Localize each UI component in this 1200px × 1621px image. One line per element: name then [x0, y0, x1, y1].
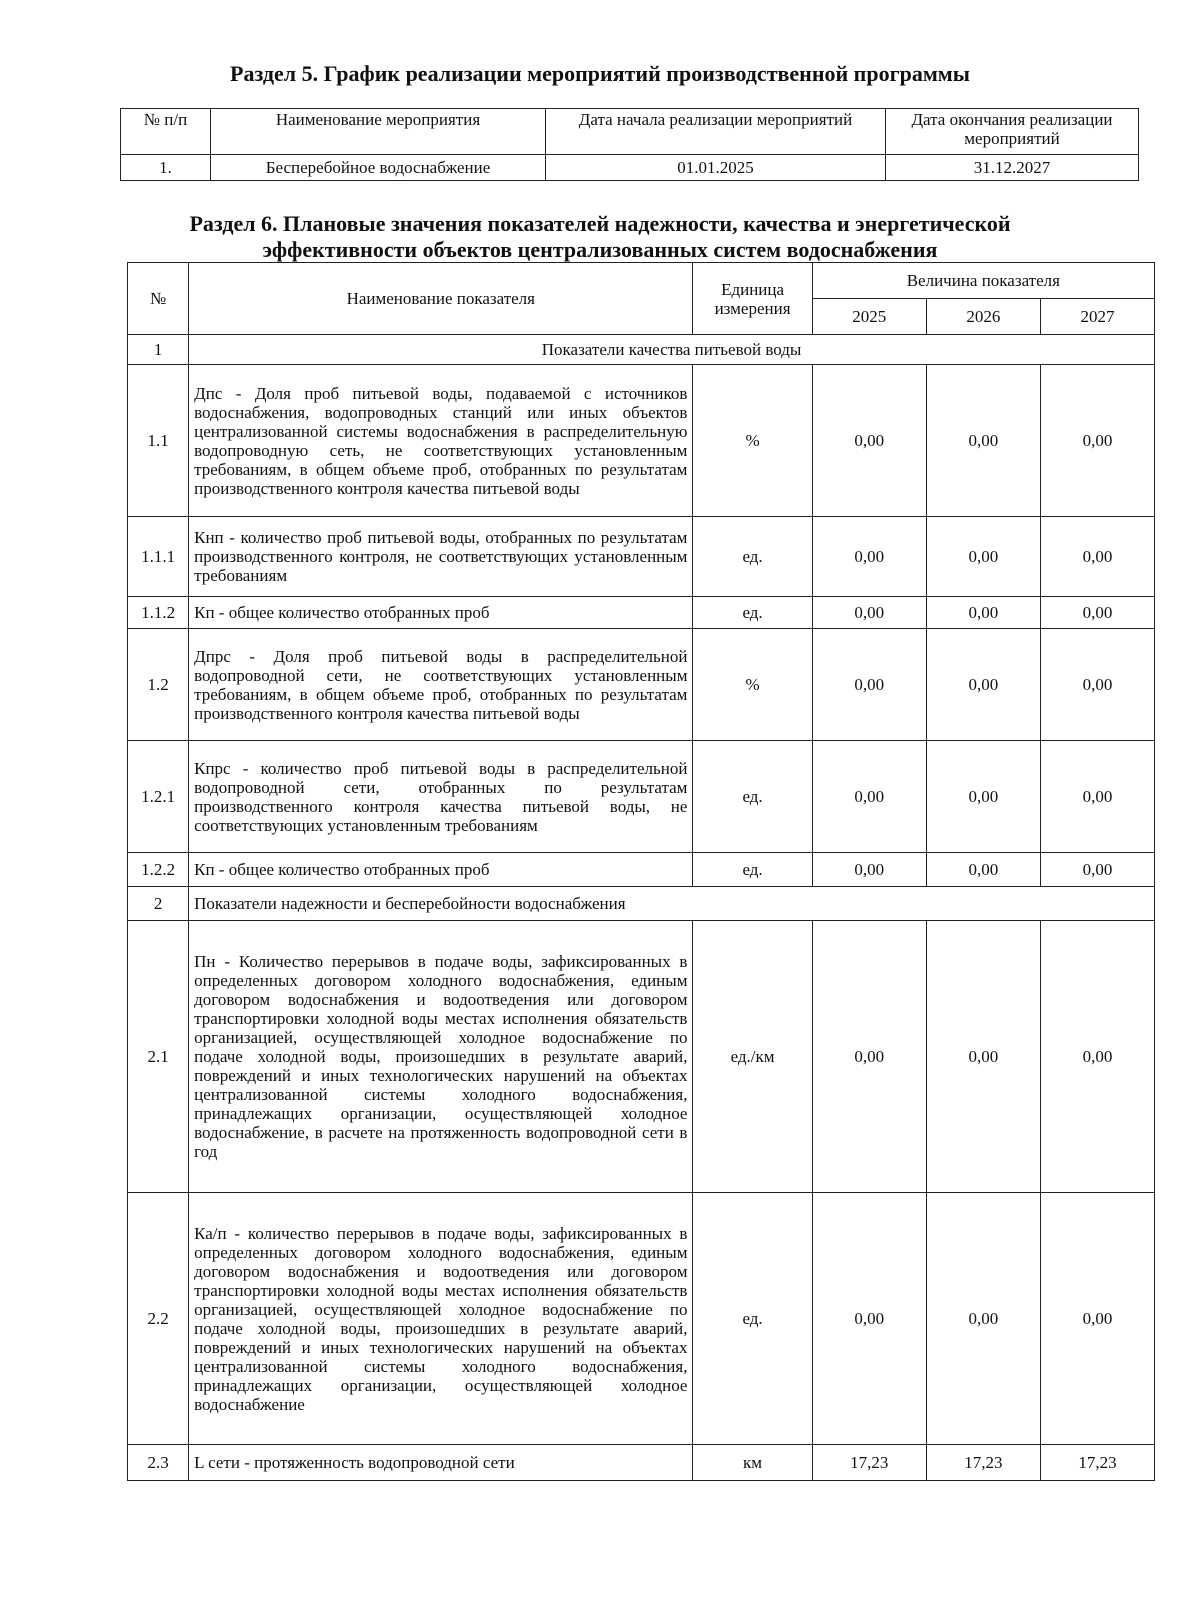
- row-value-2026: 17,23: [926, 1445, 1040, 1481]
- row-unit: ед.: [693, 1193, 812, 1445]
- row-value-2025: 0,00: [812, 1193, 926, 1445]
- schedule-header-num: № п/п: [121, 109, 211, 155]
- row-name: Кп - общее количество отобранных проб: [189, 853, 693, 887]
- table-row: [128, 921, 1155, 1193]
- row-num: 2.2: [128, 1193, 189, 1445]
- group-num: 2: [128, 887, 189, 921]
- row-unit: ед.: [693, 853, 812, 887]
- schedule-header-start: Дата начала реализации мероприятий: [546, 109, 886, 155]
- group-row: [128, 887, 1155, 921]
- row-name: Дпс - Доля проб питьевой воды, подаваемой с источников водоснабжения, водопроводных станций или иных объектов централизованной системы водоснабжения в распределительную водопроводную сеть, не соответствующих установленным требованиям, в общем объеме проб, отобранных по результатам производственного контроля качества питьевой воды: [189, 365, 693, 517]
- row-unit: ед.: [693, 517, 812, 597]
- row-unit: ед.: [693, 741, 812, 853]
- schedule-header-row: [121, 109, 1139, 155]
- table-row: [128, 365, 1155, 517]
- header-name: Наименование показателя: [189, 263, 693, 335]
- row-value-2027: 0,00: [1040, 629, 1154, 741]
- table-row: [128, 629, 1155, 741]
- row-value-2025: 0,00: [812, 629, 926, 741]
- row-num: 1.1.2: [128, 597, 189, 629]
- header-unit: Единица измерения: [693, 263, 812, 335]
- row-value-2025: 0,00: [812, 365, 926, 517]
- row-num: 2.3: [128, 1445, 189, 1481]
- table-row: [128, 1193, 1155, 1445]
- row-num: 1.1: [128, 365, 189, 517]
- header-value: Величина показателя: [812, 263, 1154, 299]
- row-value-2027: 0,00: [1040, 741, 1154, 853]
- row-unit: км: [693, 1445, 812, 1481]
- row-value-2026: 0,00: [926, 921, 1040, 1193]
- row-value-2025: 0,00: [812, 597, 926, 629]
- row-unit: ед./км: [693, 921, 812, 1193]
- table-row: [128, 597, 1155, 629]
- header-year-2027: 2027: [1040, 299, 1154, 335]
- schedule-header-name: Наименование мероприятия: [211, 109, 546, 155]
- header-year-2025: 2025: [812, 299, 926, 335]
- row-name: Ка/п - количество перерывов в подаче воды, зафиксированных в определенных договором холодного водоснабжения, единым договором водоснабжения и водоотведения или договором транспортировки холодной воды местах исполнения обязательств организацией, осуществляющей холодное водоснабжение по подаче холодной воды, произошедших в результате аварий, повреждений и иных технологических нарушений на объектах централизованной системы холодного водоснабжения, принадлежащих организации, осуществляющей холодное водоснабжение: [189, 1193, 693, 1445]
- header-year-2026: 2026: [926, 299, 1040, 335]
- row-value-2027: 0,00: [1040, 853, 1154, 887]
- section5-title: Раздел 5. График реализации мероприятий производственной программы: [230, 61, 970, 86]
- row-value-2026: 0,00: [926, 365, 1040, 517]
- row-value-2027: 0,00: [1040, 921, 1154, 1193]
- row-value-2025: 0,00: [812, 741, 926, 853]
- schedule-header-end: Дата окончания реализации мероприятий: [886, 109, 1139, 155]
- row-value-2027: 0,00: [1040, 517, 1154, 597]
- row-name: Дпрс - Доля проб питьевой воды в распределительной водопроводной сети, не соответствующих установленным требованиям, в общем объеме проб, отобранных по результатам производственного контроля качества питьевой воды: [189, 629, 693, 741]
- row-unit: ед.: [693, 597, 812, 629]
- row-unit: %: [693, 629, 812, 741]
- row-value-2026: 0,00: [926, 1193, 1040, 1445]
- group-title: Показатели качества питьевой воды: [189, 335, 1155, 365]
- table-row: [128, 853, 1155, 887]
- row-value-2027: 0,00: [1040, 597, 1154, 629]
- group-title: Показатели надежности и бесперебойности водоснабжения: [189, 887, 1155, 921]
- table-row: [121, 155, 1139, 181]
- row-value-2027: 17,23: [1040, 1445, 1154, 1481]
- row-name: Кнп - количество проб питьевой воды, отобранных по результатам производственного контроля, не соответствующих установленным требованиям: [189, 517, 693, 597]
- section6-title-line1: Раздел 6. Плановые значения показателей надежности, качества и энергетической: [189, 211, 1011, 236]
- row-num: 1.1.1: [128, 517, 189, 597]
- table-row: [128, 517, 1155, 597]
- section6-title-line2: эффективности объектов централизованных систем водоснабжения: [262, 237, 938, 262]
- group-row: [128, 335, 1155, 365]
- indicators-header-row: [128, 263, 1155, 299]
- row-name: Кпрс - количество проб питьевой воды в распределительной водопроводной сети, отобранных по результатам производственного контроля качества питьевой воды, не соответствующих установленным требованиям: [189, 741, 693, 853]
- table-row: [128, 741, 1155, 853]
- row-value-2026: 0,00: [926, 853, 1040, 887]
- row-name: Пн - Количество перерывов в подаче воды, зафиксированных в определенных договором холодного водоснабжения, единым договором водоснабжения и водоотведения или договором транспортировки холодной воды местах исполнения обязательств организацией, осуществляющей холодное водоснабжение по подаче холодной воды, произошедших в результате аварий, повреждений и иных технологических нарушений на объектах централизованной системы холодного водоснабжения, принадлежащих организации, осуществляющей холодное водоснабжение, в расчете на протяженность водопроводной сети в год: [189, 921, 693, 1193]
- row-value-2027: 0,00: [1040, 365, 1154, 517]
- row-value-2026: 0,00: [926, 629, 1040, 741]
- row-value-2026: 0,00: [926, 741, 1040, 853]
- schedule-cell-end: 31.12.2027: [886, 155, 1139, 181]
- schedule-cell-name: Бесперебойное водоснабжение: [211, 155, 546, 181]
- row-value-2026: 0,00: [926, 517, 1040, 597]
- row-value-2025: 0,00: [812, 853, 926, 887]
- indicators-table: [127, 262, 1155, 1481]
- table-row: [128, 1445, 1155, 1481]
- row-name: L сети - протяженность водопроводной сети: [189, 1445, 693, 1481]
- row-num: 2.1: [128, 921, 189, 1193]
- row-num: 1.2: [128, 629, 189, 741]
- row-num: 1.2.1: [128, 741, 189, 853]
- row-value-2027: 0,00: [1040, 1193, 1154, 1445]
- row-num: 1.2.2: [128, 853, 189, 887]
- schedule-cell-start: 01.01.2025: [546, 155, 886, 181]
- group-num: 1: [128, 335, 189, 365]
- schedule-table: [120, 108, 1139, 181]
- header-num: №: [128, 263, 189, 335]
- row-name: Кп - общее количество отобранных проб: [189, 597, 693, 629]
- row-unit: %: [693, 365, 812, 517]
- schedule-cell-num: 1.: [121, 155, 211, 181]
- row-value-2025: 17,23: [812, 1445, 926, 1481]
- row-value-2025: 0,00: [812, 921, 926, 1193]
- row-value-2025: 0,00: [812, 517, 926, 597]
- row-value-2026: 0,00: [926, 597, 1040, 629]
